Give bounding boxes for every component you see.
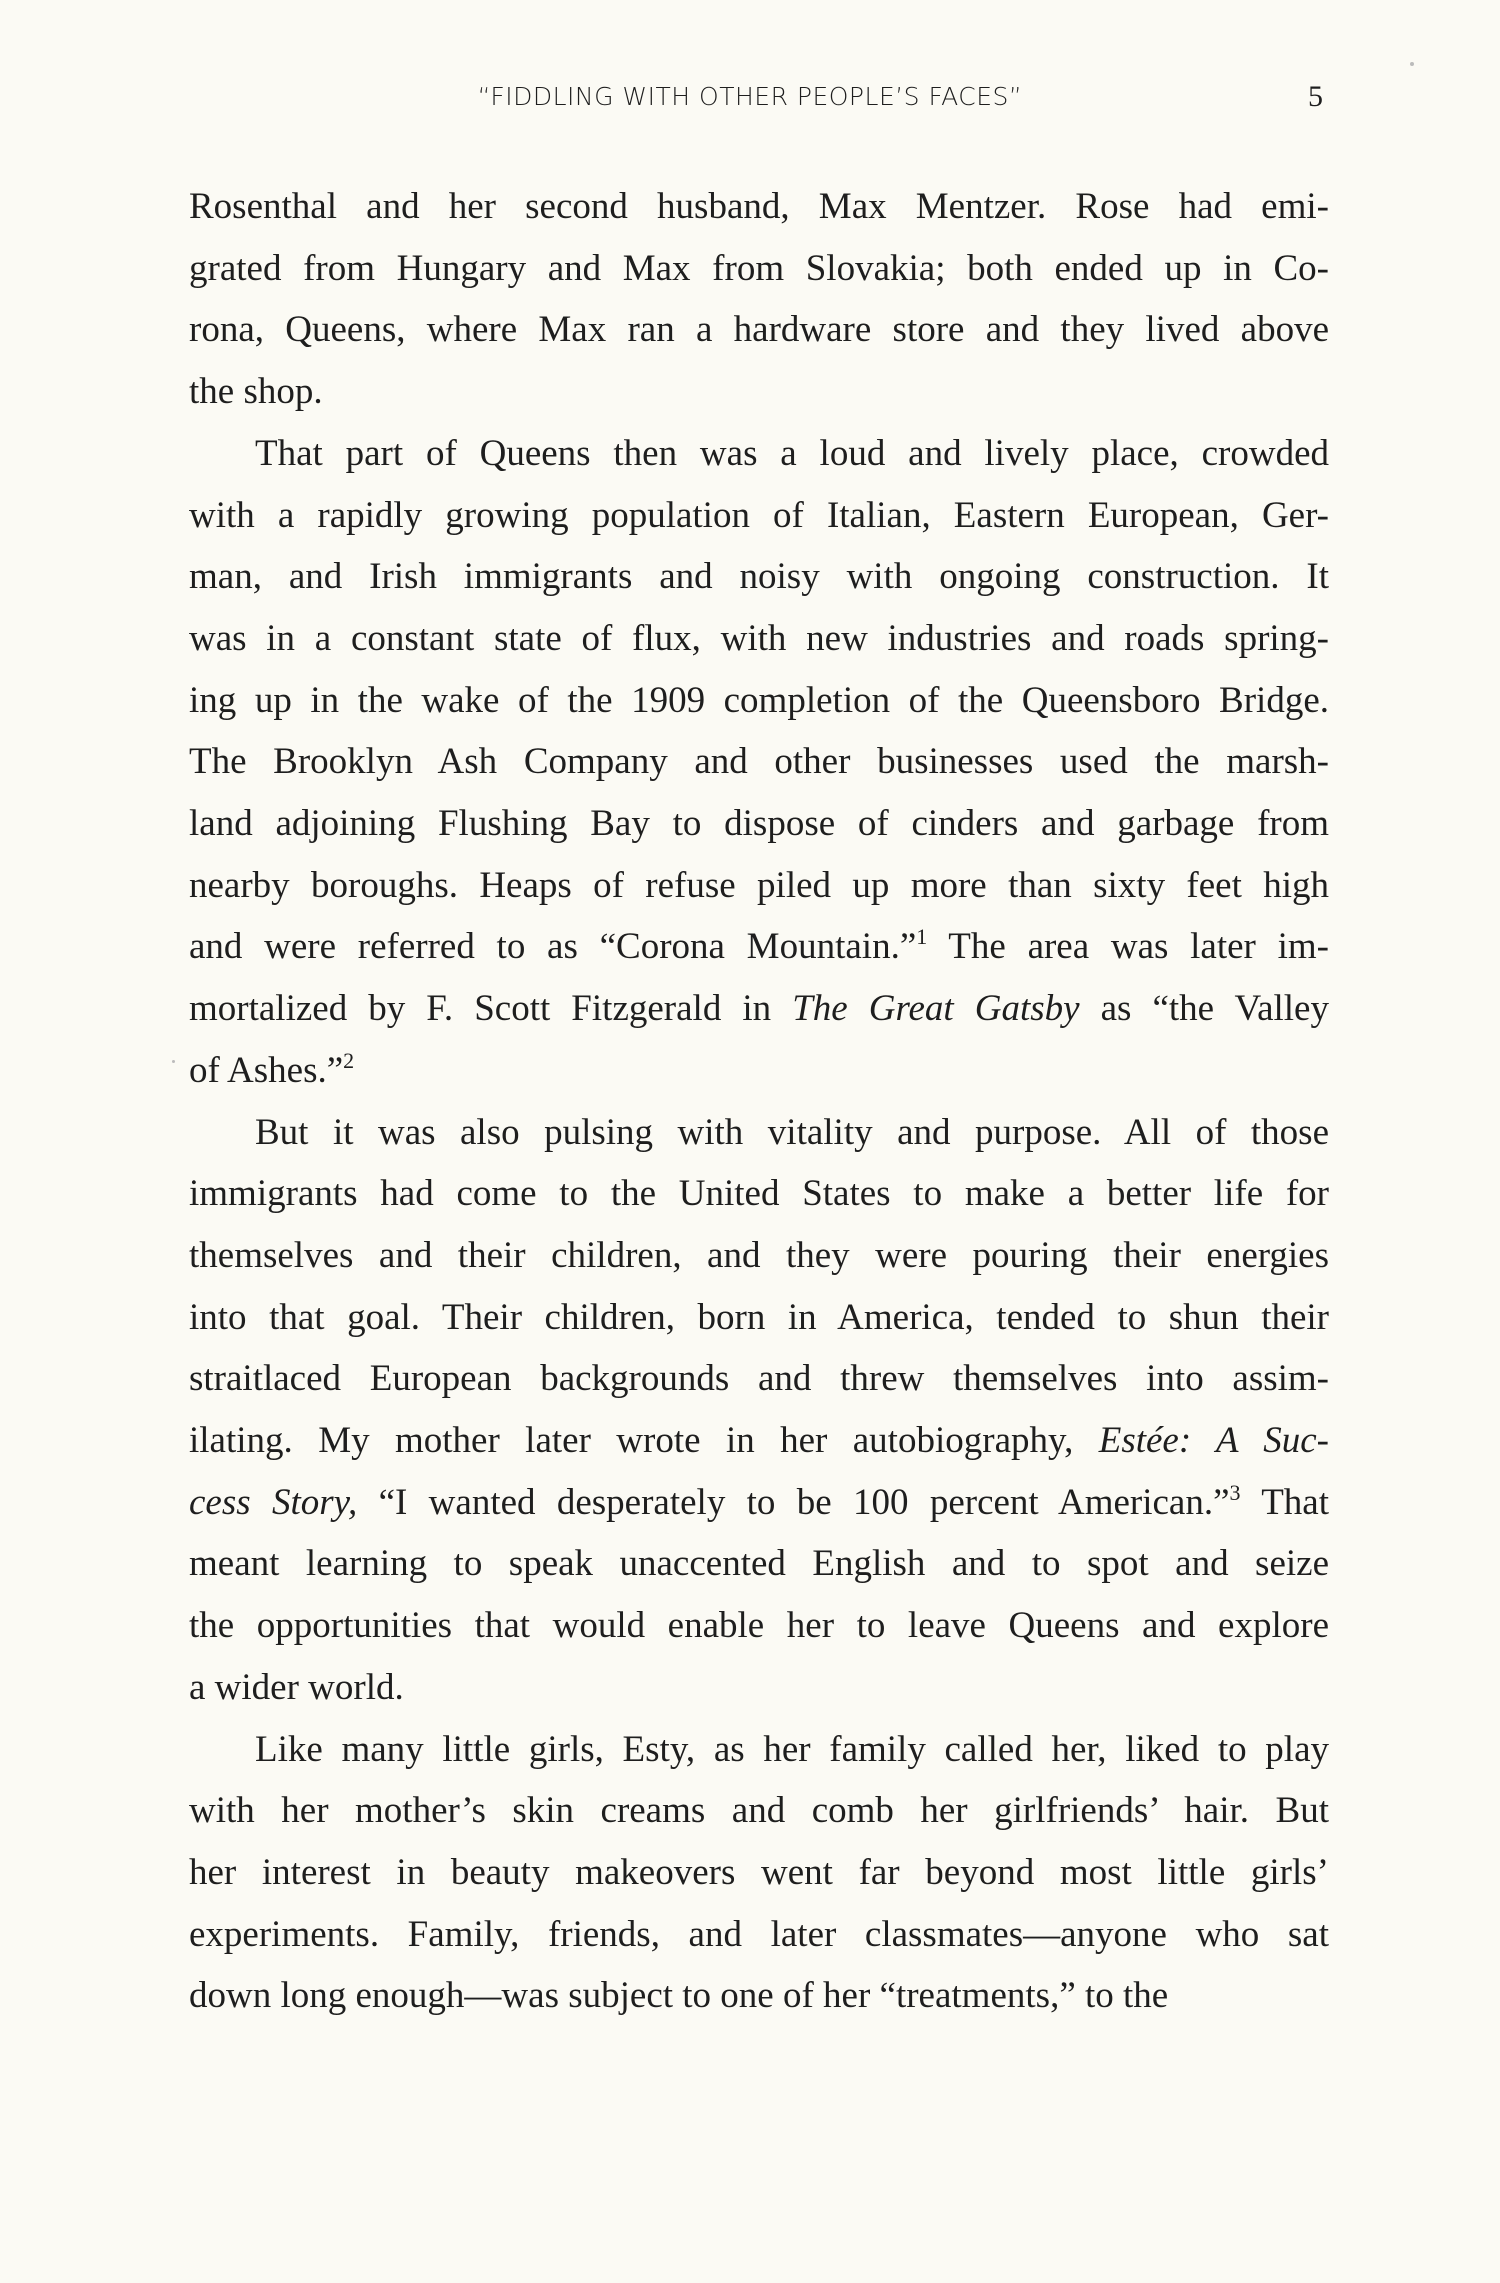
text-line	[255, 423, 1329, 485]
text-run: down long enough—was subject to one of her “treatments,” to the	[189, 1975, 1169, 2017]
text-run: immigrants had come to the United States to make a better life for	[189, 1173, 1329, 1215]
footnote-ref: 1	[916, 924, 928, 950]
page-number: 5	[1308, 80, 1323, 113]
text-run: and were referred to as “Corona Mountain.”	[189, 926, 917, 968]
text-run: man, and Irish immigrants and noisy with ongoing construction. It	[189, 556, 1329, 598]
text-run: as “the Valley	[1079, 988, 1329, 1030]
text-line	[189, 485, 1329, 547]
text-run: ing up in the wake of the 1909 completion of the Queensboro Bridge.	[189, 679, 1329, 721]
text-run: of Ashes.”	[189, 1049, 344, 1091]
text-line	[189, 1287, 1329, 1349]
text-run: her interest in beauty makeovers went far beyond most little girls’	[189, 1851, 1329, 1893]
text-line	[189, 1904, 1329, 1966]
text-run: the shop.	[189, 371, 323, 413]
italic-title: Estée: A Suc-	[1098, 1420, 1329, 1461]
text-line	[189, 1842, 1329, 1904]
text-run: with her mother’s skin creams and comb her girlfriends’ hair. But	[189, 1790, 1329, 1832]
running-head: “FIDDLING WITH OTHER PEOPLE’S FACES”	[477, 82, 1023, 111]
text-run: grated from Hungary and Max from Slovakia; both ended up in Co-	[189, 247, 1329, 289]
text-line	[189, 1595, 1329, 1657]
text-run: Rosenthal and her second husband, Max Mentzer. Rose had emi-	[189, 186, 1329, 227]
text-run: “I wanted desperately to be 100 percent American.”	[357, 1481, 1230, 1523]
text-line	[189, 361, 1329, 423]
text-line	[189, 1472, 1329, 1534]
footnote-ref: 3	[1229, 1479, 1241, 1505]
text-run: Like many little girls, Esty, as her family called her, liked to play	[255, 1728, 1329, 1770]
text-line	[189, 1225, 1329, 1287]
text-run: mortalized by F. Scott Fitzgerald in	[189, 988, 793, 1030]
text-run: land adjoining Flushing Bay to dispose of cinders and garbage from	[189, 803, 1329, 844]
text-run: nearby boroughs. Heaps of refuse piled up more than sixty feet high	[189, 864, 1329, 906]
text-line	[189, 1533, 1329, 1595]
text-line	[189, 978, 1329, 1040]
text-run: themselves and their children, and they were pouring their energies	[189, 1234, 1329, 1276]
text-line	[255, 1719, 1329, 1781]
text-line	[189, 546, 1329, 608]
footnote-ref: 2	[343, 1047, 355, 1073]
text-line	[189, 608, 1329, 670]
text-line	[189, 855, 1329, 917]
text-line	[189, 176, 1329, 238]
text-run: But it was also pulsing with vitality and purpose. All of those	[255, 1111, 1329, 1153]
text-run: experiments. Family, friends, and later classmates—anyone who sat	[189, 1913, 1329, 1955]
text-line	[189, 793, 1329, 855]
italic-title: cess Story,	[189, 1481, 358, 1523]
text-line	[189, 1965, 1329, 2027]
text-line	[255, 1102, 1329, 1164]
text-run: was in a constant state of flux, with new industries and roads spring-	[189, 617, 1329, 659]
text-line	[189, 916, 1329, 978]
text-run: The area was later im-	[927, 926, 1329, 968]
scan-speck	[1410, 62, 1414, 66]
text-line	[189, 299, 1329, 361]
text-run: straitlaced European backgrounds and threw themselves into assim-	[189, 1358, 1329, 1400]
italic-title: The Great Gatsby	[792, 988, 1080, 1030]
text-run: meant learning to speak unaccented English and to spot and seize	[189, 1543, 1329, 1585]
text-run: The Brooklyn Ash Company and other businesses used the marsh-	[189, 741, 1329, 783]
text-line	[189, 1163, 1329, 1225]
text-line	[189, 1657, 1329, 1719]
text-line	[189, 731, 1329, 793]
text-run: a wider world.	[189, 1666, 404, 1708]
text-line	[189, 1348, 1329, 1410]
text-line	[189, 1410, 1329, 1472]
text-run: into that goal. Their children, born in America, tended to shun their	[189, 1296, 1329, 1338]
text-line	[189, 238, 1329, 300]
text-run: That part of Queens then was a loud and lively place, crowded	[255, 432, 1329, 474]
text-run: That	[1240, 1481, 1329, 1523]
scan-speck	[172, 1060, 175, 1063]
text-run: with a rapidly growing population of Italian, Eastern European, Ger-	[189, 494, 1329, 536]
text-line	[189, 1040, 1329, 1102]
text-run: the opportunities that would enable her to leave Queens and explore	[189, 1605, 1329, 1647]
text-line	[189, 670, 1329, 732]
text-line	[189, 1780, 1329, 1842]
text-run: rona, Queens, where Max ran a hardware store and they lived above	[189, 309, 1329, 351]
text-run: ilating. My mother later wrote in her autobiography,	[189, 1420, 1099, 1461]
